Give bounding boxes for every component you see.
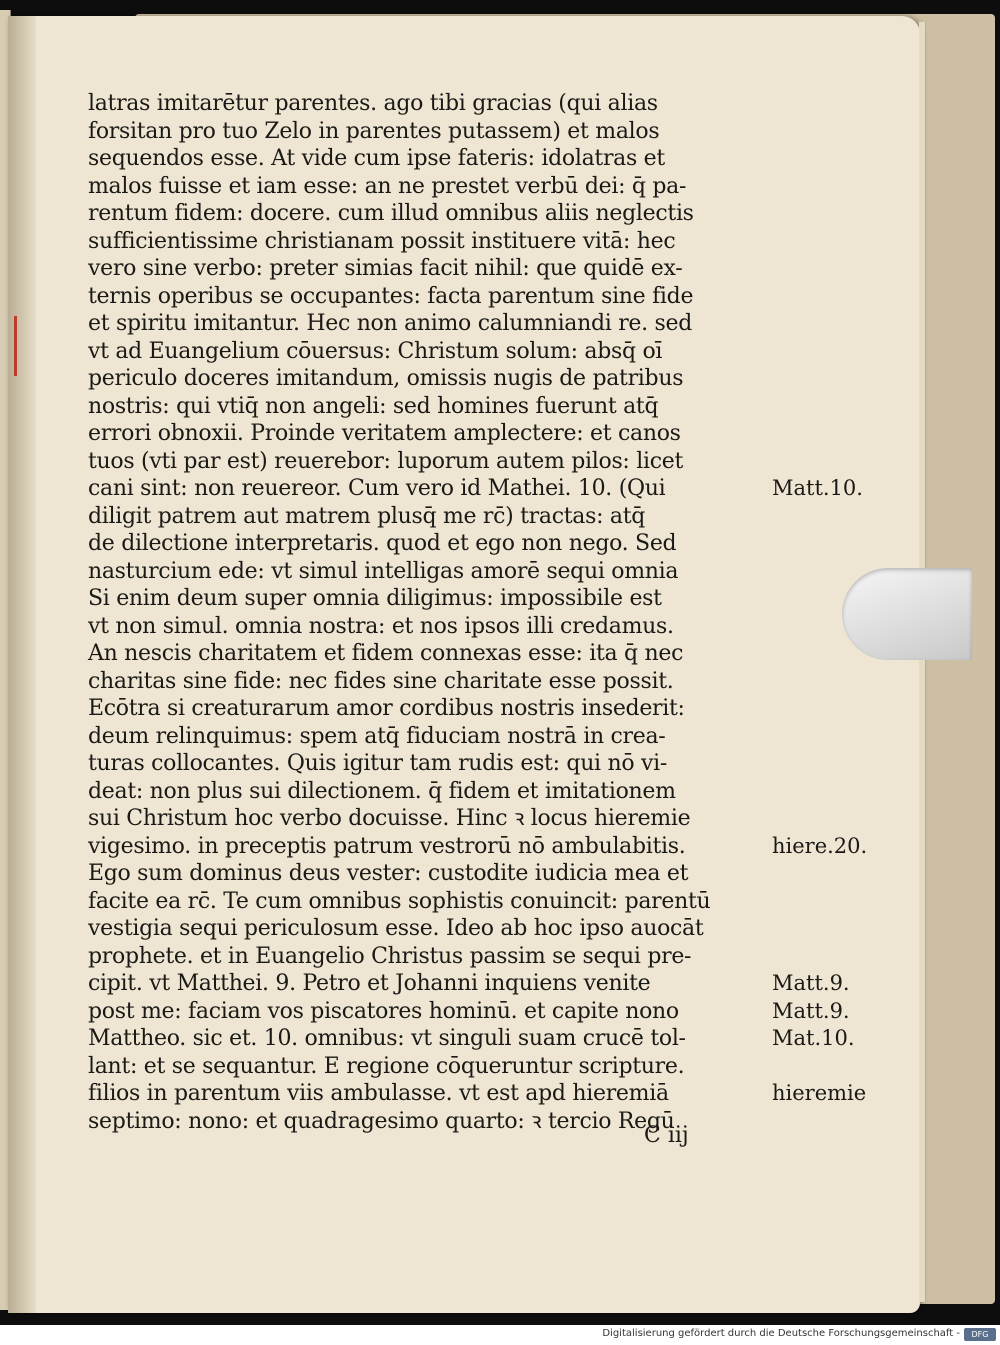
text-line: cipit. vt Matthei. 9. Petro et Johanni inquiens venite — [88, 971, 651, 996]
margin-note: Matt.9. — [772, 998, 850, 1023]
dfg-logo: DFG — [964, 1328, 996, 1341]
text-line: sufficientissime christianam possit instituere vitā: hec — [88, 228, 676, 254]
text-line: vt ad Euangelium cōuersus: Christum solum: absq̄ oī — [88, 338, 663, 364]
text-line: filios in parentum viis ambulasse. vt est apd hieremiā — [88, 1081, 669, 1106]
book-page — [8, 16, 920, 1313]
text-line: deat: non plus sui dilectionem. q̄ fidem et imitationem — [88, 778, 676, 804]
text-line: ternis operibus se occupantes: facta parentum sine fide — [88, 283, 694, 309]
margin-note: Matt.9. — [772, 971, 850, 995]
text-line: post me: faciam vos piscatores hominū. et capite nono — [88, 998, 679, 1024]
text-line: diligit patrem aut matrem plusq̄ me rc̄) tractas: atq̄ — [88, 503, 646, 529]
text-line: deum relinquimus: spem atq̄ fiduciam nostrā in crea- — [88, 723, 666, 749]
page-gutter — [8, 16, 36, 1313]
text-line: rentum fidem: docere. cum illud omnibus aliis neglectis — [88, 201, 694, 226]
margin-note: hieremie — [772, 1081, 867, 1105]
text-line: prophete. et in Euangelio Christus passim se sequi pre- — [88, 943, 692, 969]
text-line: vt non simul. omnia nostra: et nos ipsos illi credamus. — [88, 613, 674, 639]
text-line: periculo doceres imitandum, omissis nugis de patribus — [88, 366, 684, 391]
text-line: facite ea rc̄. Te cum omnibus sophistis conuincit: parentū — [88, 888, 711, 914]
text-line: charitas sine fide: nec fides sine charitate esse possit. — [88, 668, 674, 694]
text-line: Ego sum dominus deus vester: custodite iudicia mea et — [88, 861, 689, 886]
text-line: tuos (vti par est) reuerebor: luporum autem pilos: licet — [88, 448, 683, 474]
text-line: sequendos esse. At vide cum ipse fateris: idolatras et — [88, 146, 665, 171]
text-line: nostris: qui vtiq̄ non angeli: sed homines fuerunt atq̄ — [88, 393, 659, 419]
text-line: latras imitarētur parentes. ago tibi gracias (qui alias — [88, 91, 658, 116]
red-gutter-mark — [14, 316, 17, 376]
margin-note: hiere.20. — [772, 833, 868, 858]
page-stack-edge — [919, 22, 926, 1302]
body-text — [88, 90, 808, 1135]
footer-credit: Digitalisierung gefördert durch die Deutsche Forschungsgemeinschaft - — [602, 1328, 960, 1339]
text-line: Si enim deum super omnia diligimus: impossibile est — [88, 586, 662, 611]
margin-note: Mat.10. — [772, 1026, 855, 1050]
text-line: sui Christum hoc verbo docuisse. Hinc ꝛ locus hieremie — [88, 806, 691, 831]
signature-mark: C iij — [644, 1123, 689, 1148]
text-line: An nescis charitatem et fidem connexas esse: ita q̄ nec — [88, 641, 684, 666]
text-line: lant: et se sequantur. E regione cōqueruntur scripture. — [88, 1053, 685, 1079]
text-line: errori obnoxii. Proinde veritatem amplectere: et canos — [88, 421, 681, 446]
text-line: de dilectione interpretaris. quod et ego non nego. Sed — [88, 531, 677, 556]
text-line: forsitan pro tuo Zelo in parentes putassem) et malos — [88, 118, 660, 144]
text-line: vero sine verbo: preter simias facit nihil: que quidē ex- — [88, 256, 683, 281]
page-clip — [842, 568, 972, 660]
margin-note: Matt.10. — [772, 476, 863, 500]
text-line: septimo: nono: et quadragesimo quarto: ꝛ tercio Regū — [88, 1108, 675, 1134]
text-line: vigesimo. in preceptis patrum vestrorū nō ambulabitis. — [88, 833, 686, 859]
text-line: cani sint: non reuereor. Cum vero id Mathei. 10. (Qui — [88, 476, 666, 501]
text-line: malos fuisse et iam esse: an ne prestet verbū dei: q̄ pa- — [88, 173, 687, 199]
text-line: turas collocantes. Quis igitur tam rudis est: qui nō vi- — [88, 751, 667, 776]
footer-bar — [0, 1325, 1000, 1345]
text-line: nasturcium ede: vt simul intelligas amorē sequi omnia — [88, 558, 679, 584]
text-line: vestigia sequi periculosum esse. Ideo ab hoc ipso auocāt — [88, 916, 704, 941]
text-line: et spiritu imitantur. Hec non animo calumniandi re. sed — [88, 311, 693, 336]
text-line: Mattheo. sic et. 10. omnibus: vt singuli suam crucē tol- — [88, 1026, 686, 1051]
text-line: Ecōtra si creaturarum amor cordibus nostris insederit: — [88, 696, 685, 721]
